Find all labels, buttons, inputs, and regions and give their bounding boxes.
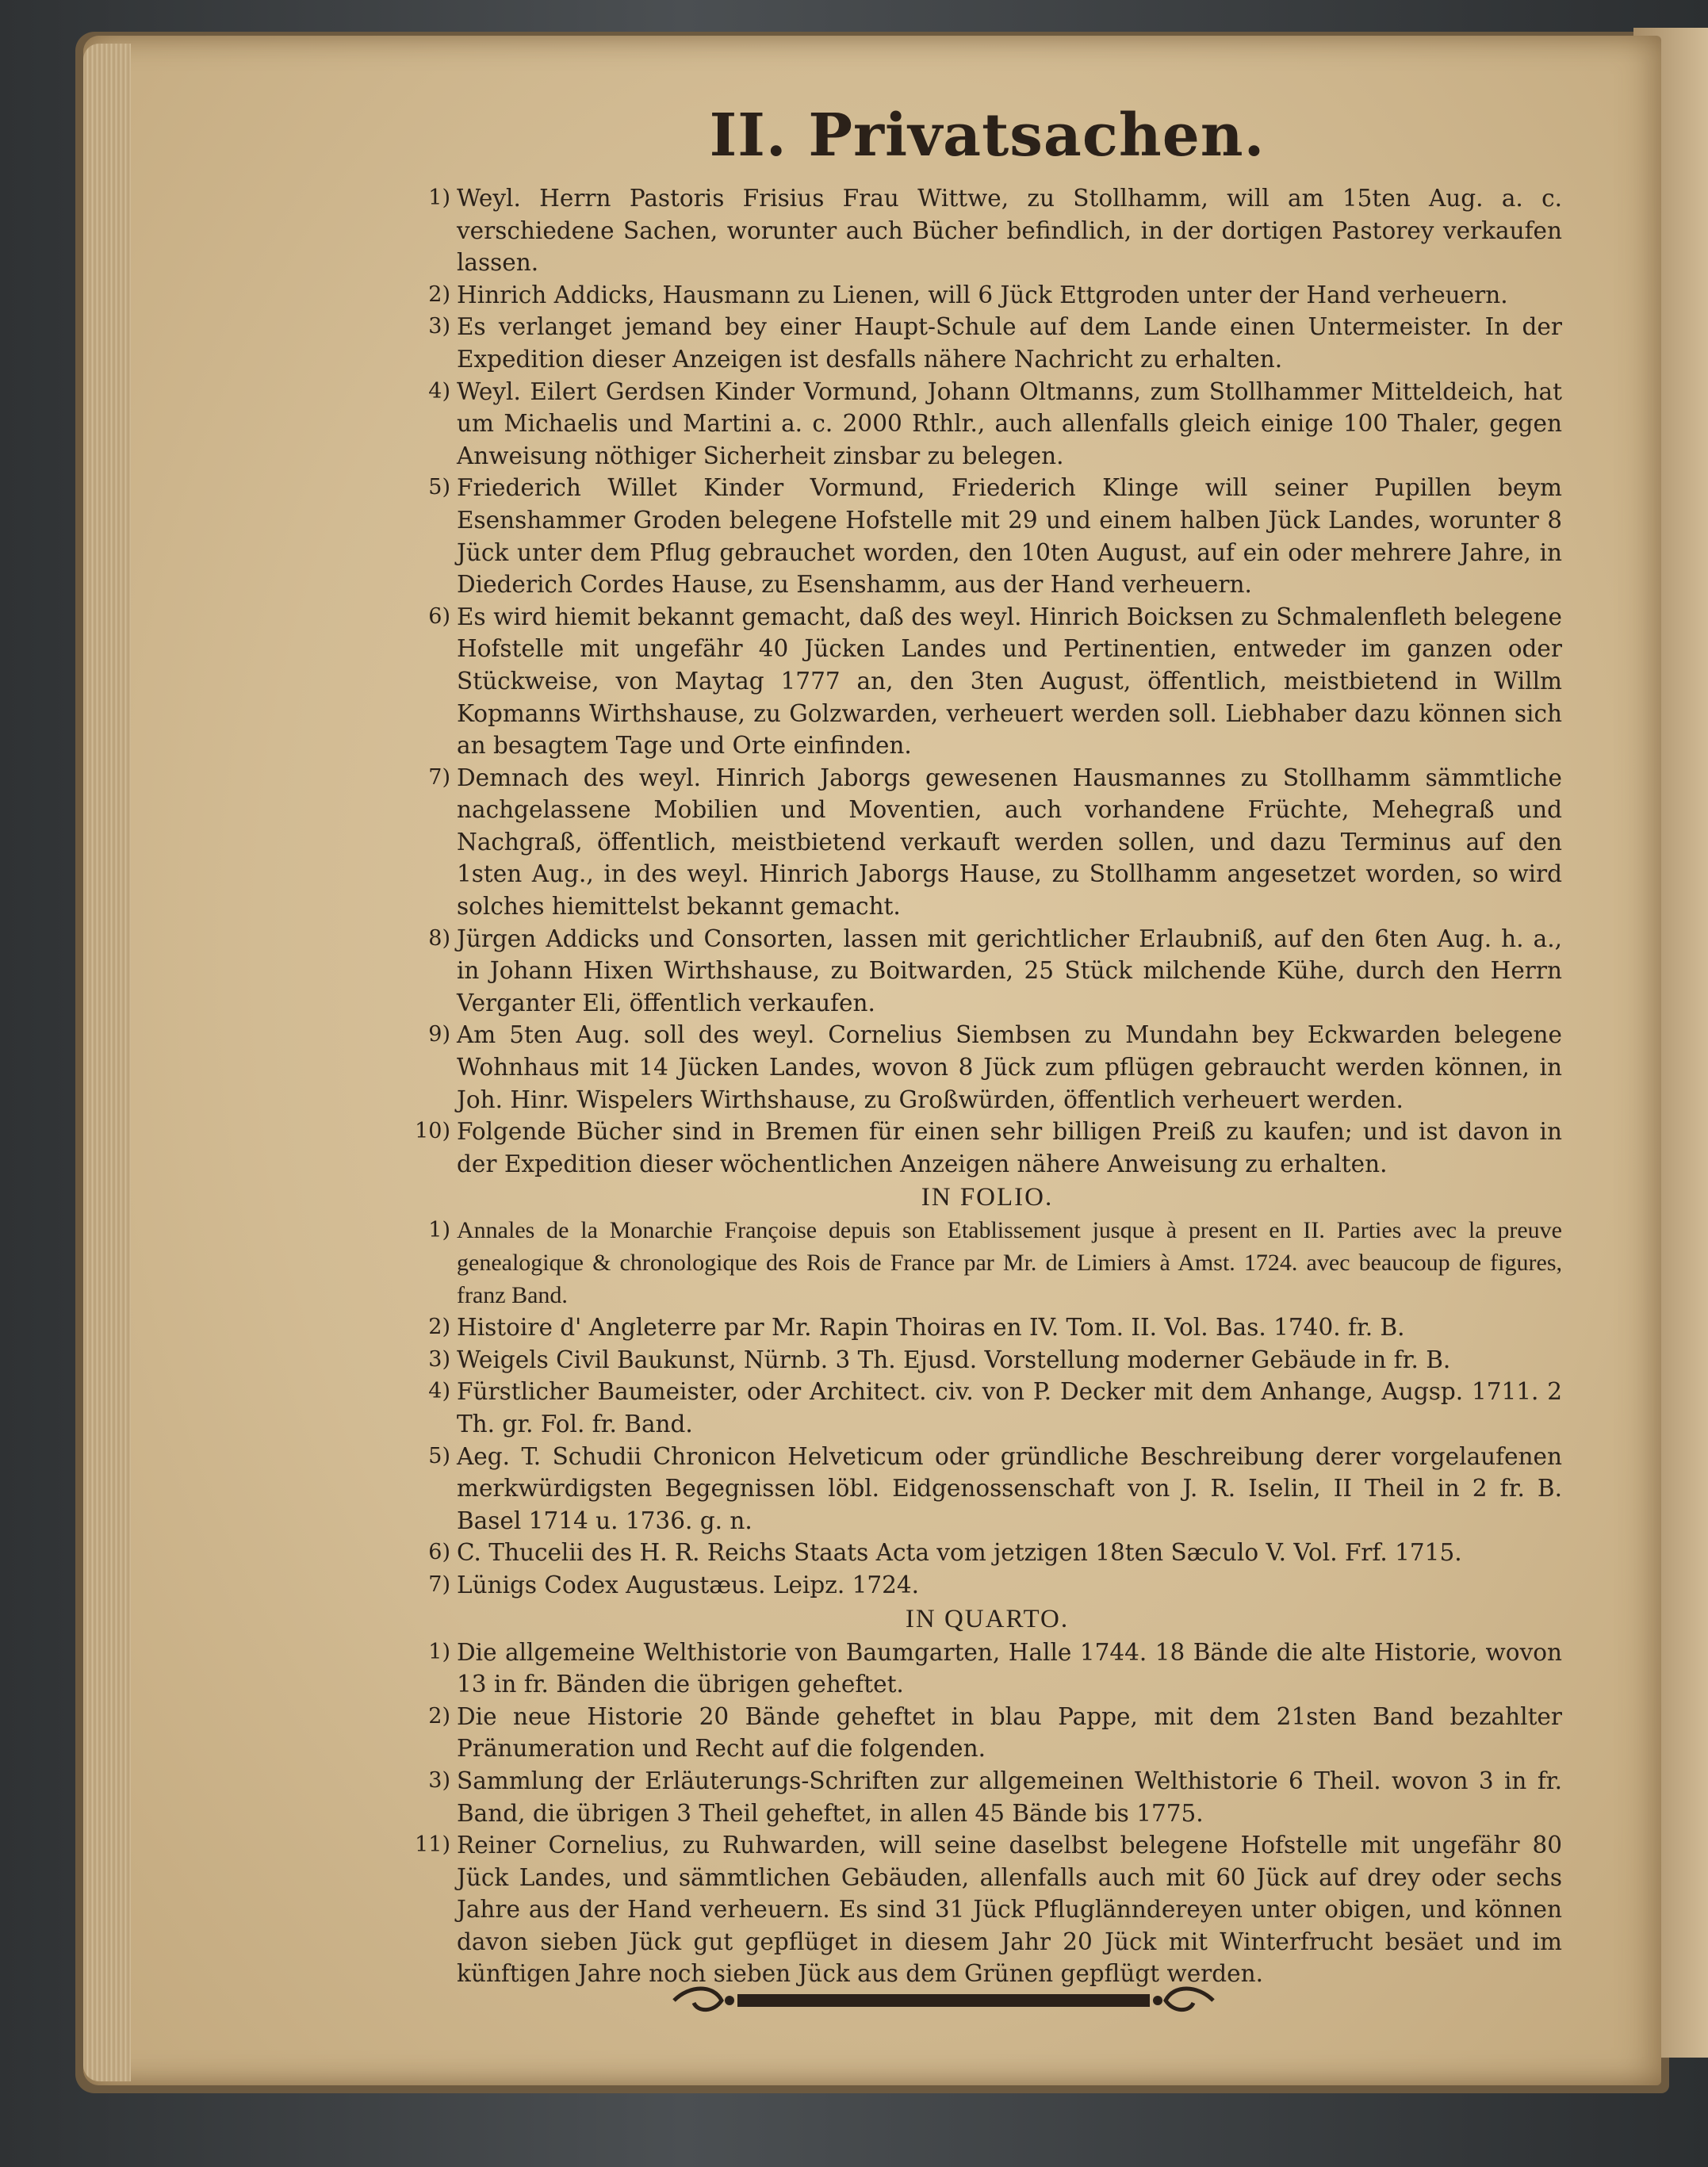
entry-number: 10) bbox=[415, 1119, 450, 1144]
notice-entry bbox=[412, 601, 1562, 762]
notice-entry bbox=[412, 311, 1562, 375]
entry-number: 5) bbox=[428, 1443, 450, 1468]
entry-text: Es verlanget jemand bey einer Haupt-Schule auf dem Lande einen Untermeister. In der Expedition dieser Anzeigen ist desfalls nähere Nachricht zu erhalten. bbox=[457, 313, 1562, 373]
book-entry bbox=[412, 1537, 1562, 1569]
entry-text: Die allgemeine Welthistorie von Baumgarten, Halle 1744. 18 Bände die alte Historie, wovon 13 in fr. Bänden die übrigen geheftet. bbox=[457, 1638, 1562, 1698]
page-title: II. Privatsachen. bbox=[709, 101, 1266, 170]
entry-text: Jürgen Addicks und Consorten, lassen mit gerichtlicher Erlaubniß, auf den 6ten Aug. h. a., in Johann Hixen Wirthshause, zu Boitwarden, 25 Stück milchende Kühe, durch den Herrn Verganter Eli, öffentlich verkaufen. bbox=[457, 925, 1562, 1016]
entry-text: Hinrich Addicks, Hausmann zu Lienen, will 6 Jück Ettgroden unter der Hand verheuern. bbox=[457, 281, 1508, 308]
entry-text: Reiner Cornelius, zu Ruhwarden, will seine daselbst belegene Hofstelle mit ungefähr 80 Jück Landes, und sämmtlichen Gebäuden, allenfalls auch mit 60 Jück auf drey oder sechs Jahre aus der Hand verheuern. Es sind 31 Jück Pfluglänndereyen unter obigen, und können davon sieben Jück gut gepflüget in diesem Jahr 20 Jück mit Winterfrucht besäet und im künftigen Jahre noch sieben Jück aus dem Grünen gepflügt werden. bbox=[457, 1832, 1562, 1988]
entry-number: 3) bbox=[428, 1346, 450, 1372]
entry-text: Aeg. T. Schudii Chronicon Helveticum oder gründliche Beschreibung derer vorgelaufenen merkwürdigsten Begegnissen löbl. Eidgenossenschaft von J. R. Iselin, II Theil in 2 fr. B. Basel 1714 u. 1736. g. n. bbox=[457, 1442, 1562, 1534]
entry-text: Demnach des weyl. Hinrich Jaborgs gewesenen Hausmannes zu Stollhamm sämmtliche nachgelassene Mobilien und Moventien, auch vorhandene Früchte, Mehegraß und Nachgraß, öffentlich, meistbietend verkauft werden sollen, und dazu Terminus auf den 1sten Aug., in des weyl. Hinrich Jaborgs Hause, zu Stollhamm angesetzet worden, so wird solches hiemittelst bekannt gemacht. bbox=[457, 764, 1562, 921]
entry-number: 2) bbox=[428, 1315, 450, 1340]
notice-entry bbox=[412, 376, 1562, 473]
notice-entry bbox=[412, 762, 1562, 923]
entry-text: Histoire d' Angleterre par Mr. Rapin Thoiras en IV. Tom. II. Vol. Bas. 1740. fr. B. bbox=[457, 1314, 1405, 1342]
entry-text: Lünigs Codex Augustæus. Leipz. 1724. bbox=[457, 1571, 920, 1598]
entry-number: 8) bbox=[428, 925, 450, 951]
book-entry bbox=[412, 1215, 1562, 1311]
entry-number: 4) bbox=[428, 378, 450, 404]
book-entry bbox=[412, 1441, 1562, 1537]
page-stack-edge bbox=[83, 44, 131, 2081]
section-heading-quarto: IN QUARTO. bbox=[905, 1604, 1070, 1633]
entry-text: Es wird hiemit bekannt gemacht, daß des weyl. Hinrich Boicksen zu Schmalenfleth belegene Hofstelle mit ungefähr 40 Jücken Landes und Pertinentien, entweder im ganzen oder Stückweise, von Maytag 1777 an, den 3ten August, öffentlich, meistbietend in Willm Kopmanns Wirthshause, zu Golzwarden, verheuert werden soll. Liebhaber dazu können sich an besagtem Tage und Orte einfinden. bbox=[457, 603, 1562, 760]
entry-text: Annales de la Monarchie Françoise depuis son Etablissement jusque à present en II. Parties avec la preuve genealogique & chronologique des Rois de France par Mr. de Limiers à Amst. 1724. avec beaucoup de figures, franz Band. bbox=[457, 1217, 1562, 1308]
book-entry bbox=[412, 1344, 1562, 1376]
entry-number: 6) bbox=[428, 603, 450, 629]
entry-number: 3) bbox=[428, 314, 450, 339]
book-entry bbox=[412, 1311, 1562, 1344]
book-entry bbox=[412, 1376, 1562, 1440]
notice-entry bbox=[412, 1116, 1562, 1180]
entry-number: 7) bbox=[428, 764, 450, 790]
notice-entry bbox=[412, 1019, 1562, 1116]
entry-number: 7) bbox=[428, 1572, 450, 1597]
entry-number: 11) bbox=[415, 1832, 450, 1858]
entry-text: Weigels Civil Baukunst, Nürnb. 3 Th. Ejusd. Vorstellung moderner Gebäude in fr. B. bbox=[457, 1346, 1451, 1373]
page-content bbox=[412, 103, 1562, 2038]
entry-text: C. Thucelii des H. R. Reichs Staats Acta vom jetzigen 18ten Sæculo V. Vol. Frf. 1715. bbox=[457, 1539, 1462, 1567]
ornament-divider-icon bbox=[666, 1981, 1221, 2020]
entry-text: Fürstlicher Baumeister, oder Architect. civ. von P. Decker mit dem Anhange, Augsp. 1711. 2 Th. gr. Fol. fr. Band. bbox=[457, 1378, 1562, 1438]
notice-entry bbox=[412, 923, 1562, 1020]
entry-text: Weyl. Herrn Pastoris Frisius Frau Wittwe, zu Stollhamm, will am 15ten Aug. a. c. verschiedene Sachen, worunter auch Bücher befindlich, in der dortigen Pastorey verkaufen lassen. bbox=[457, 185, 1562, 277]
entry-number: 3) bbox=[428, 1767, 450, 1793]
notice-entry bbox=[412, 182, 1562, 279]
entry-text: Die neue Historie 20 Bände geheftet in blau Pappe, mit dem 21sten Band bezahlter Pränumeration und Recht auf die folgenden. bbox=[457, 1702, 1562, 1763]
entry-number: 1) bbox=[428, 1218, 450, 1243]
book-entry bbox=[412, 1569, 1562, 1602]
entry-number: 2) bbox=[428, 1703, 450, 1729]
entry-number: 1) bbox=[428, 1639, 450, 1664]
section-heading-folio: IN FOLIO. bbox=[921, 1183, 1054, 1212]
entry-number: 2) bbox=[428, 281, 450, 307]
book-entry bbox=[412, 1701, 1562, 1765]
entry-number: 5) bbox=[428, 475, 450, 500]
entry-text: Sammlung der Erläuterungs-Schriften zur allgemeinen Welthistorie 6 Theil. wovon 3 in fr. Band, die übrigen 3 Theil geheftet, in allen 45 Bände bis 1775. bbox=[457, 1767, 1562, 1827]
entry-text: Weyl. Eilert Gerdsen Kinder Vormund, Johann Oltmanns, zum Stollhammer Mitteldeich, hat um Michaelis und Martini a. c. 2000 Rthlr., auch allenfalls gleich einige 100 Thaler, gegen Anweisung nöthiger Sicherheit zinsbar zu belegen. bbox=[457, 377, 1562, 469]
entry-text: Am 5ten Aug. soll des weyl. Cornelius Siembsen zu Mundahn bey Eckwarden belegene Wohnhaus mit 14 Jücken Landes, wovon 8 Jück zum pflügen gebraucht werden können, in Joh. Hinr. Wispelers Wirthshause, zu Großwürden, öffentlich verheuert werden. bbox=[457, 1021, 1562, 1113]
book-entry bbox=[412, 1765, 1562, 1829]
entry-number: 1) bbox=[428, 186, 450, 210]
notice-entry bbox=[412, 279, 1562, 312]
entry-text: Folgende Bücher sind in Bremen für einen sehr billigen Preiß zu kaufen; und ist davon in der Expedition dieser wöchentlichen Anzeigen nähere Anweisung zu erhalten. bbox=[457, 1118, 1562, 1177]
book-entry bbox=[412, 1637, 1562, 1701]
notice-entry bbox=[412, 1829, 1562, 1990]
entry-text: Friederich Willet Kinder Vormund, Friederich Klinge will seiner Pupillen beym Esenshammer Groden belegene Hofstelle mit 29 und einem halben Jück Landes, worunter 8 Jück unter dem Pflug gebrauchet worden, den 10ten August, auf ein oder mehrere Jahre, in Diederich Cordes Hause, zu Esenshamm, aus der Hand verheuern. bbox=[457, 474, 1562, 599]
entry-number: 4) bbox=[428, 1379, 450, 1404]
notice-entry bbox=[412, 472, 1562, 600]
entry-number: 6) bbox=[428, 1540, 450, 1565]
entry-number: 9) bbox=[428, 1022, 450, 1047]
